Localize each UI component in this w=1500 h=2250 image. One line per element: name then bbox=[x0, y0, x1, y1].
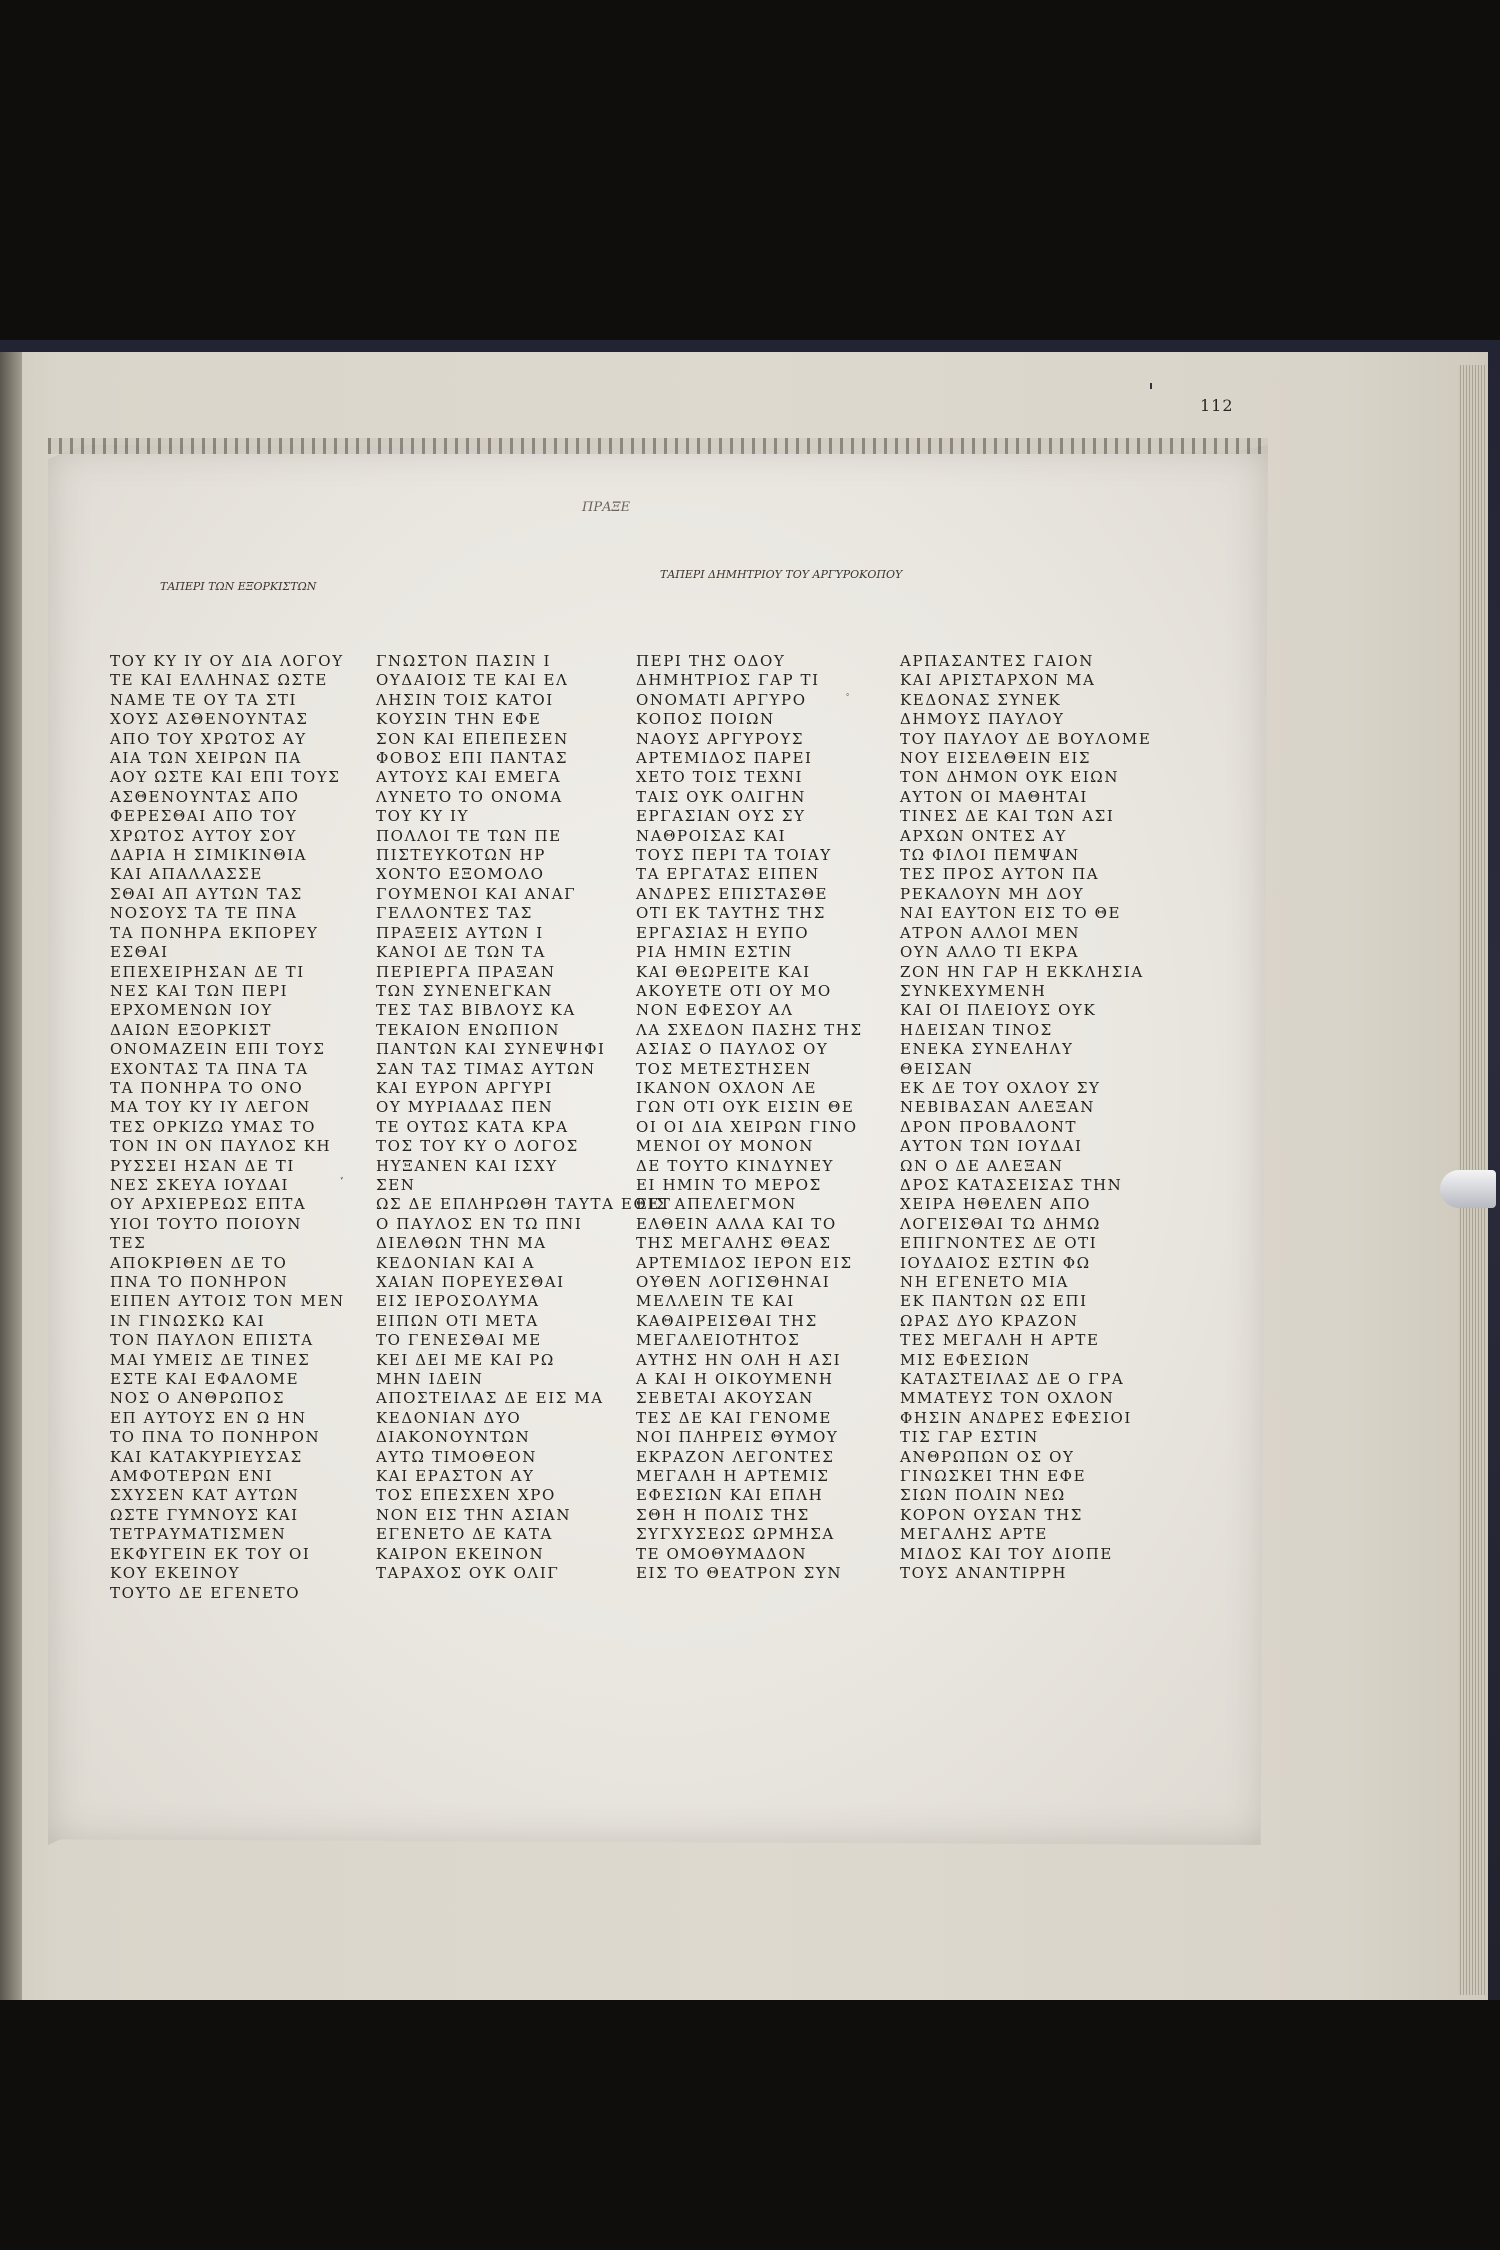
manuscript-line: ΚΑΙ ΕΥΡΟΝ ΑΡΓΥΡΙ bbox=[376, 1078, 553, 1097]
manuscript-line: ΣΟΝ ΚΑΙ ΕΠΕΠΕΣΕΝ bbox=[376, 729, 569, 748]
manuscript-line: ΕΦΕΣΙΩΝ ΚΑΙ ΕΠΛΗ bbox=[636, 1486, 824, 1505]
manuscript-line: ΓΝΩΣΤΟΝ ΠΑΣΙΝ Ι bbox=[376, 652, 552, 670]
manuscript-line: ΔΕ ΤΟΥΤΟ ΚΙΝΔΥΝΕΥ bbox=[636, 1156, 834, 1175]
manuscript-line: ΦΟΒΟΣ ΕΠΙ ΠΑΝΤΑΣ bbox=[376, 749, 569, 768]
manuscript-line: ΝΑΟΥΣ ΑΡΓΥΡΟΥΣ bbox=[636, 729, 805, 748]
manuscript-line: ΜΕΛΛΕΙΝ ΤΕ ΚΑΙ bbox=[636, 1292, 795, 1311]
manuscript-line: ΚΟΥΣΙΝ ΤΗΝ ΕΦΕ bbox=[376, 710, 542, 729]
manuscript-line: ΤΕΣ ΤΑΣ ΒΙΒΛΟΥΣ ΚΑ bbox=[376, 1001, 576, 1020]
manuscript-line: ΕΓΕΝΕΤΟ ΔΕ ΚΑΤΑ bbox=[376, 1525, 553, 1544]
manuscript-line: ΚΑΙ ΕΡΑΣΤΟΝ ΑΥ bbox=[376, 1467, 535, 1486]
manuscript-line: ΜΙΣ ΕΦΕΣΙΩΝ bbox=[900, 1350, 1031, 1369]
manuscript-line: ΤΟΣ ΕΠΕΣΧΕΝ ΧΡΟ bbox=[376, 1486, 556, 1505]
manuscript-line: ΝΟΝ ΕΦΕΣΟΥ ΑΛ bbox=[636, 1001, 794, 1020]
text-column-2 bbox=[376, 652, 672, 1584]
manuscript-line: ΩΣΤΕ ΓΥΜΝΟΥΣ ΚΑΙ bbox=[110, 1505, 299, 1524]
manuscript-line: ΚΕΔΟΝΑΣ ΣΥΝΕΚ bbox=[900, 690, 1062, 709]
manuscript-line: ΤΟΝ ΙΝ ΟΝ ΠΑΥΛΟΣ ΚΗ bbox=[110, 1137, 332, 1156]
margin-marker-1: ﾞ bbox=[340, 1176, 346, 1189]
manuscript-line: ΕΚΦΥΓΕΙΝ ΕΚ ΤΟΥ ΟΙ bbox=[110, 1544, 311, 1563]
manuscript-line: ΤΟΥΣ ΑΝΑΝΤΙΡΡΗ bbox=[900, 1564, 1068, 1583]
tick-mark bbox=[1150, 383, 1152, 389]
margin-marker-2: ﾟ bbox=[846, 694, 851, 705]
manuscript-line: ΤΩΝ ΣΥΝΕΝΕΓΚΑΝ bbox=[376, 981, 553, 1000]
manuscript-line: ΚΑΝΟΙ ΔΕ ΤΩΝ ΤΑ bbox=[376, 943, 546, 962]
manuscript-line: ΝΑΙ ΕΑΥΤΟΝ ΕΙΣ ΤΟ ΘΕ bbox=[900, 904, 1122, 923]
manuscript-line: ΓΟΥΜΕΝΟΙ ΚΑΙ ΑΝΑΓ bbox=[376, 884, 577, 903]
manuscript-line: ΤΟΥ ΚΥ ΙΥ ΟΥ ΔΙΑ ΛΟΓΟΥ bbox=[110, 652, 344, 670]
manuscript-line: ΕΙΠΕΝ ΑΥΤΟΙΣ ΤΟΝ ΜΕΝ bbox=[110, 1292, 345, 1311]
manuscript-line: ΠΟΛΛΟΙ ΤΕ ΤΩΝ ΠΕ bbox=[376, 826, 562, 845]
manuscript-line: ΕΠΙΓΝΟΝΤΕΣ ΔΕ ΟΤΙ bbox=[900, 1234, 1098, 1253]
manuscript-line: ΤΙΝΕΣ ΔΕ ΚΑΙ ΤΩΝ ΑΣΙ bbox=[900, 807, 1115, 826]
manuscript-line: ΜΕΓΑΛΗΣ ΑΡΤΕ bbox=[900, 1525, 1048, 1544]
margin-note-2: ΤΑΠΕΡΙ ΔΗΜΗΤΡΙΟΥ ΤΟΥ ΑΡΓΥΡΟΚΟΠΟΥ bbox=[660, 568, 903, 581]
manuscript-line: ΝΟΣ Ο ΑΝΘΡΩΠΟΣ bbox=[110, 1389, 286, 1408]
manuscript-line: ΚΕΔΟΝΙΑΝ ΔΥΟ bbox=[376, 1408, 522, 1427]
manuscript-line: ΣΥΝΚΕΧΥΜΕΝΗ bbox=[900, 981, 1047, 1000]
manuscript-line: ΚΑΙ ΘΕΩΡΕΙΤΕ ΚΑΙ bbox=[636, 962, 811, 981]
manuscript-line: ΜΜΑΤΕΥΣ ΤΟΝ ΟΧΛΟΝ bbox=[900, 1389, 1115, 1408]
manuscript-line: ΔΡΟΣ ΚΑΤΑΣΕΙΣΑΣ ΤΗΝ bbox=[900, 1175, 1123, 1194]
manuscript-line: ΚΑΙ ΚΑΤΑΚΥΡΙΕΥΣΑΣ bbox=[110, 1447, 303, 1466]
manuscript-line: ΕΚ ΔΕ ΤΟΥ ΟΧΛΟΥ ΣΥ bbox=[900, 1078, 1101, 1097]
manuscript-line: ΝΑΜΕ ΤΕ ΟΥ ΤΑ ΣΤΙ bbox=[110, 690, 298, 709]
manuscript-line: ΣΙΩΝ ΠΟΛΙΝ ΝΕΩ bbox=[900, 1486, 1066, 1505]
plate-top-edge bbox=[48, 438, 1268, 454]
manuscript-line: ΤΟΥΣ ΠΕΡΙ ΤΑ ΤΟΙΑΥ bbox=[636, 846, 832, 865]
manuscript-line: ΤΙΣ ΓΑΡ ΕΣΤΙΝ bbox=[900, 1428, 1039, 1447]
manuscript-line: ΩΝ Ο ΔΕ ΑΛΕΞΑΝ bbox=[900, 1156, 1064, 1175]
manuscript-line: ΤΕΣ ΠΡΟΣ ΑΥΤΟΝ ΠΑ bbox=[900, 865, 1100, 884]
manuscript-line: ΑΠΟΣΤΕΙΛΑΣ ΔΕ ΕΙΣ ΜΑ bbox=[376, 1389, 604, 1408]
manuscript-line: ΝΕΣ ΚΑΙ ΤΩΝ ΠΕΡΙ bbox=[110, 981, 289, 1000]
manuscript-line: ΕΧΟΝΤΑΣ ΤΑ ΠΝΑ ΤΑ bbox=[110, 1059, 309, 1078]
manuscript-line: ΕΚΡΑΖΟΝ ΛΕΓΟΝΤΕΣ bbox=[636, 1447, 835, 1466]
manuscript-line: ΥΙΟΙ ΤΟΥΤΟ ΠΟΙΟΥΝ bbox=[110, 1214, 302, 1233]
manuscript-line: ΤΑ ΕΡΓΑΤΑΣ ΕΙΠΕΝ bbox=[636, 865, 820, 884]
manuscript-line: ΤΑ ΠΟΝΗΡΑ ΤΟ ΟΝΟ bbox=[110, 1078, 304, 1097]
manuscript-line: ΤΟΝ ΔΗΜΟΝ ΟΥΚ ΕΙΩΝ bbox=[900, 768, 1120, 787]
manuscript-line: ΚΑΙ ΑΠΑΛΛΑΣΣΕ bbox=[110, 865, 263, 884]
text-column-4 bbox=[900, 652, 1152, 1584]
manuscript-line: ΧΟΥΣ ΑΣΘΕΝΟΥΝΤΑΣ bbox=[110, 710, 309, 729]
manuscript-line: ΜΕΝΟΙ ΟΥ ΜΟΝΟΝ bbox=[636, 1137, 814, 1156]
manuscript-line: ΑΥΤΟΝ ΟΙ ΜΑΘΗΤΑΙ bbox=[900, 787, 1088, 806]
manuscript-line: ΝΟΙ ΠΛΗΡΕΙΣ ΘΥΜΟΥ bbox=[636, 1428, 839, 1447]
text-column-3 bbox=[636, 652, 874, 1584]
manuscript-line: ΠΙΣΤΕΥΚΟΤΩΝ ΗΡ bbox=[376, 846, 546, 865]
manuscript-line: ΕΣΘΑΙ bbox=[110, 943, 169, 962]
manuscript-line: ΜΙΔΟΣ ΚΑΙ ΤΟΥ ΔΙΟΠΕ bbox=[900, 1544, 1113, 1563]
manuscript-line: ΝΗ ΕΓΕΝΕΤΟ ΜΙΑ bbox=[900, 1273, 1069, 1291]
manuscript-line: ΤΟΝ ΠΑΥΛΟΝ ΕΠΙΣΤΑ bbox=[110, 1331, 314, 1350]
manuscript-line: ΧΕΤΟ ΤΟΙΣ ΤΕΧΝΙ bbox=[636, 768, 803, 787]
manuscript-line: ΤΕΣ ΔΕ ΚΑΙ ΓΕΝΟΜΕ bbox=[636, 1408, 832, 1427]
running-head: ΠΡΑΞΕ bbox=[582, 500, 631, 515]
manuscript-line: ΕΡΓΑΣΙΑΣ Η ΕΥΠΟ bbox=[636, 923, 810, 942]
manuscript-line: ΣΘΑΙ ΑΠ ΑΥΤΩΝ ΤΑΣ bbox=[110, 884, 303, 903]
manuscript-line: ΝΟΣΟΥΣ ΤΑ ΤΕ ΠΝΑ bbox=[110, 904, 298, 923]
manuscript-line: ΕΠ ΑΥΤΟΥΣ ΕΝ Ω ΗΝ bbox=[110, 1408, 307, 1427]
manuscript-line: ΚΟΡΟΝ ΟΥΣΑΝ ΤΗΣ bbox=[900, 1505, 1084, 1524]
manuscript-line: ΑΚΟΥΕΤΕ ΟΤΙ ΟΥ ΜΟ bbox=[636, 981, 832, 1000]
manuscript-line: ΙΝ ΓΙΝΩΣΚΩ ΚΑΙ bbox=[110, 1311, 266, 1330]
manuscript-line: ΚΟΠΟΣ ΠΟΙΩΝ bbox=[636, 710, 775, 729]
manuscript-line: ΜΗΝ ΙΔΕΙΝ bbox=[376, 1370, 484, 1389]
manuscript-line: ΑΣΘΕΝΟΥΝΤΑΣ ΑΠΟ bbox=[110, 787, 300, 806]
manuscript-line: ΕΝΕΚΑ ΣΥΝΕΛΗΛΥ bbox=[900, 1040, 1074, 1059]
manuscript-line: ΦΕΡΕΣΘΑΙ ΑΠΟ ΤΟΥ bbox=[110, 807, 298, 826]
manuscript-line: ΑΝΔΡΕΣ ΕΠΙΣΤΑΣΘΕ bbox=[636, 884, 829, 903]
manuscript-line: ΡΕΚΑΛΟΥΝ ΜΗ ΔΟΥ bbox=[900, 884, 1085, 903]
manuscript-line: ΑΡΤΕΜΙΔΟΣ ΠΑΡΕΙ bbox=[636, 749, 813, 768]
manuscript-line: ΤΟ ΠΝΑ ΤΟ ΠΟΝΗΡΟΝ bbox=[110, 1428, 321, 1447]
manuscript-line: ΕΛΘΕΙΝ ΑΛΛΑ ΚΑΙ ΤΟ bbox=[636, 1214, 837, 1233]
manuscript-line: ΦΗΣΙΝ ΑΝΔΡΕΣ ΕΦΕΣΙΟΙ bbox=[900, 1408, 1132, 1427]
manuscript-line: ΤΕΚΑΙΟΝ ΕΝΩΠΙΟΝ bbox=[376, 1020, 561, 1039]
manuscript-line: ΖΟΝ ΗΝ ΓΑΡ Η ΕΚΚΛΗΣΙΑ bbox=[900, 962, 1144, 981]
manuscript-line: Ο ΠΑΥΛΟΣ ΕΝ ΤΩ ΠΝΙ bbox=[376, 1214, 583, 1233]
manuscript-line: ΔΡΟΝ ΠΡΟΒΑΛΟΝΤ bbox=[900, 1117, 1078, 1136]
manuscript-line: ΛΟΓΕΙΣΘΑΙ ΤΩ ΔΗΜΩ bbox=[900, 1214, 1101, 1233]
manuscript-line: ΤΗΣ ΜΕΓΑΛΗΣ ΘΕΑΣ bbox=[636, 1234, 832, 1253]
manuscript-line: ΤΟΣ ΜΕΤΕΣΤΗΣΕΝ bbox=[636, 1059, 812, 1078]
manuscript-line: ΣΕΒΕΤΑΙ ΑΚΟΥΣΑΝ bbox=[636, 1389, 814, 1408]
manuscript-line: ΣΕΝ bbox=[376, 1175, 416, 1194]
manuscript-line: ΟΥΔΑΙΟΙΣ ΤΕ ΚΑΙ ΕΛ bbox=[376, 671, 569, 690]
manuscript-line: ΔΑΡΙΑ Η ΣΙΜΙΚΙΝΘΙΑ bbox=[110, 846, 308, 865]
manuscript-line: ΩΡΑΣ ΔΥΟ ΚΡΑΖΟΝ bbox=[900, 1311, 1079, 1330]
manuscript-line: ΤΟΥ ΚΥ ΙΥ bbox=[376, 807, 470, 826]
manuscript-line: ΘΕΙΣΑΝ bbox=[900, 1059, 974, 1078]
manuscript-line: Α ΚΑΙ Η ΟΙΚΟΥΜΕΝΗ bbox=[636, 1370, 834, 1389]
manuscript-line: ΠΡΑΞΕΙΣ ΑΥΤΩΝ Ι bbox=[376, 923, 544, 942]
manuscript-line: ΛΗΣΙΝ ΤΟΙΣ ΚΑΤΟΙ bbox=[376, 690, 554, 709]
manuscript-line: ΗΥΞΑΝΕΝ ΚΑΙ ΙΣΧΥ bbox=[376, 1156, 558, 1175]
page-clip bbox=[1440, 1170, 1496, 1208]
manuscript-line: ΚΑΤΑΣΤΕΙΛΑΣ ΔΕ Ο ΓΡΑ bbox=[900, 1370, 1125, 1389]
manuscript-line: ΧΕΙΡΑ ΗΘΕΛΕΝ ΑΠΟ bbox=[900, 1195, 1092, 1214]
manuscript-line: ΟΤΙ ΕΚ ΤΑΥΤΗΣ ΤΗΣ bbox=[636, 904, 827, 923]
manuscript-line: ΤΩ ΦΙΛΟΙ ΠΕΜΨΑΝ bbox=[900, 846, 1080, 865]
margin-note-1: ΤΑΠΕΡΙ ΤΩΝ ΕΞΟΡΚΙΣΤΩΝ bbox=[160, 580, 317, 593]
manuscript-line: ΓΙΝΩΣΚΕΙ ΤΗΝ ΕΦΕ bbox=[900, 1467, 1087, 1486]
manuscript-line: ΑΥΤΩ ΤΙΜΟΘΕΟΝ bbox=[376, 1447, 538, 1466]
manuscript-line: ΑΝΘΡΩΠΩΝ ΟΣ ΟΥ bbox=[900, 1447, 1075, 1466]
manuscript-line: ΑΡΤΕΜΙΔΟΣ ΙΕΡΟΝ ΕΙΣ bbox=[636, 1253, 853, 1272]
manuscript-line: ΣΘΗ Η ΠΟΛΙΣ ΤΗΣ bbox=[636, 1505, 810, 1524]
manuscript-line: ΜΕΓΑΛΕΙΟΤΗΤΟΣ bbox=[636, 1331, 801, 1350]
manuscript-line: ΜΑ ΤΟΥ ΚΥ ΙΥ ΛΕΓΟΝ bbox=[110, 1098, 311, 1117]
manuscript-line: ΝΟΥ ΕΙΣΕΛΘΕΙΝ ΕΙΣ bbox=[900, 749, 1092, 768]
manuscript-line: ΣΑΝ ΤΑΣ ΤΙΜΑΣ ΑΥΤΩΝ bbox=[376, 1059, 596, 1078]
manuscript-line: ΤΕΣ bbox=[110, 1234, 147, 1253]
manuscript-line: ΕΙΣ ΑΠΕΛΕΓΜΟΝ bbox=[636, 1195, 797, 1214]
manuscript-line: ΔΑΙΩΝ ΕΞΟΡΚΙΣΤ bbox=[110, 1020, 272, 1039]
manuscript-line: ΙΟΥΔΑΙΟΣ ΕΣΤΙΝ ΦΩ bbox=[900, 1253, 1091, 1272]
manuscript-line: ΑΜΦΟΤΕΡΩΝ ΕΝΙ bbox=[110, 1467, 273, 1486]
manuscript-line: ΤΕ ΟΜΟΘΥΜΑΔΟΝ bbox=[636, 1544, 808, 1563]
manuscript-line: ΧΟΝΤΟ ΕΞΟΜΟΛΟ bbox=[376, 865, 545, 884]
manuscript-line: ΝΕΒΙΒΑΣΑΝ ΑΛΕΞΑΝ bbox=[900, 1098, 1095, 1117]
manuscript-line: ΝΑΘΡΟΙΣΑΣ ΚΑΙ bbox=[636, 826, 787, 845]
manuscript-line: ΑΥΤΟΝ ΤΩΝ ΙΟΥΔΑΙ bbox=[900, 1137, 1083, 1156]
manuscript-line: ΚΕΙ ΔΕΙ ΜΕ ΚΑΙ ΡΩ bbox=[376, 1350, 555, 1369]
manuscript-line: ΠΕΡΙ ΤΗΣ ΟΔΟΥ bbox=[636, 652, 786, 670]
manuscript-line: ΕΙΣ ΙΕΡΟΣΟΛΥΜΑ bbox=[376, 1292, 540, 1311]
manuscript-line: ΕΣΤΕ ΚΑΙ ΕΦΑΛΟΜΕ bbox=[110, 1370, 300, 1389]
manuscript-line: ΚΑΘΑΙΡΕΙΣΘΑΙ ΤΗΣ bbox=[636, 1311, 818, 1330]
manuscript-line: ΑΣΙΑΣ Ο ΠΑΥΛΟΣ ΟΥ bbox=[636, 1040, 829, 1059]
manuscript-line: ΟΥΘΕΝ ΛΟΓΙΣΘΗΝΑΙ bbox=[636, 1273, 831, 1291]
text-column-1 bbox=[110, 652, 348, 1603]
manuscript-line: ΛΑ ΣΧΕΔΟΝ ΠΑΣΗΣ ΤΗΣ bbox=[636, 1020, 863, 1039]
manuscript-line: ΓΩΝ ΟΤΙ ΟΥΚ ΕΙΣΙΝ ΘΕ bbox=[636, 1098, 855, 1117]
manuscript-line: ΔΙΑΚΟΝΟΥΝΤΩΝ bbox=[376, 1428, 531, 1447]
manuscript-line: ΡΙΑ ΗΜΙΝ ΕΣΤΙΝ bbox=[636, 943, 793, 962]
manuscript-line: ΙΚΑΝΟΝ ΟΧΛΟΝ ΛΕ bbox=[636, 1078, 818, 1097]
manuscript-line: ΤΕΣ ΜΕΓΑΛΗ Η ΑΡΤΕ bbox=[900, 1331, 1100, 1350]
manuscript-line: ΑΥΤΗΣ ΗΝ ΟΛΗ Η ΑΣΙ bbox=[636, 1350, 842, 1369]
manuscript-line: ΕΙΠΩΝ ΟΤΙ ΜΕΤΑ bbox=[376, 1311, 539, 1330]
manuscript-line: ΟΝΟΜΑΤΙ ΑΡΓΥΡΟ bbox=[636, 690, 807, 709]
manuscript-line: ΤΑΡΑΧΟΣ ΟΥΚ ΟΛΙΓ bbox=[376, 1564, 560, 1583]
manuscript-line: ΑΠΟΚΡΙΘΕΝ ΔΕ ΤΟ bbox=[110, 1253, 288, 1272]
manuscript-line: ΕΡΧΟΜΕΝΩΝ ΙΟΥ bbox=[110, 1001, 273, 1020]
manuscript-line: ΔΗΜΗΤΡΙΟΣ ΓΑΡ ΤΙ bbox=[636, 671, 820, 690]
manuscript-line: ΚΟΥ ΕΚΕΙΝΟΥ bbox=[110, 1564, 241, 1583]
manuscript-line: ΔΙΕΛΘΩΝ ΤΗΝ ΜΑ bbox=[376, 1234, 547, 1253]
manuscript-line: ΚΕΔΟΝΙΑΝ ΚΑΙ Α bbox=[376, 1253, 536, 1272]
manuscript-line: ΛΥΝΕΤΟ ΤΟ ΟΝΟΜΑ bbox=[376, 787, 563, 806]
manuscript-line: ΟΥ ΑΡΧΙΕΡΕΩΣ ΕΠΤΑ bbox=[110, 1195, 307, 1214]
manuscript-line: ΠΝΑ ΤΟ ΠΟΝΗΡΟΝ bbox=[110, 1273, 289, 1291]
manuscript-line: ΩΣ ΔΕ ΕΠΛΗΡΩΘΗ ΤΑΥΤΑ ΕΘΕΤ bbox=[376, 1195, 672, 1214]
manuscript-line: ΟΥΝ ΑΛΛΟ ΤΙ ΕΚΡΑ bbox=[900, 943, 1080, 962]
manuscript-line: ΑΥΤΟΥΣ ΚΑΙ ΕΜΕΓΑ bbox=[376, 768, 562, 787]
manuscript-line: ΔΗΜΟΥΣ ΠΑΥΛΟΥ bbox=[900, 710, 1065, 729]
manuscript-line: ΑΤΡΟΝ ΑΛΛΟΙ ΜΕΝ bbox=[900, 923, 1081, 942]
manuscript-line: ΠΑΝΤΩΝ ΚΑΙ ΣΥΝΕΨΗΦΙ bbox=[376, 1040, 606, 1059]
manuscript-line: ΝΟΝ ΕΙΣ ΤΗΝ ΑΣΙΑΝ bbox=[376, 1505, 572, 1524]
manuscript-line: ΕΚ ΠΑΝΤΩΝ ΩΣ ΕΠΙ bbox=[900, 1292, 1088, 1311]
manuscript-line: ΑΡΧΩΝ ΟΝΤΕΣ ΑΥ bbox=[900, 826, 1067, 845]
manuscript-line: ΡΥΣΣΕΙ ΗΣΑΝ ΔΕ ΤΙ bbox=[110, 1156, 295, 1175]
manuscript-line: ΝΕΣ ΣΚΕΥΑ ΙΟΥΔΑΙ bbox=[110, 1175, 290, 1194]
manuscript-line: ΑΡΠΑΣΑΝΤΕΣ ΓΑΙΟΝ bbox=[900, 652, 1094, 670]
manuscript-line: ΣΥΓΧΥΣΕΩΣ ΩΡΜΗΣΑ bbox=[636, 1525, 835, 1544]
manuscript-line: ΗΔΕΙΣΑΝ ΤΙΝΟΣ bbox=[900, 1020, 1053, 1039]
page-number: 112 bbox=[1200, 396, 1234, 415]
manuscript-line: ΤΟΥΤΟ ΔΕ ΕΓΕΝΕΤΟ bbox=[110, 1583, 301, 1602]
manuscript-line: ΑΟΥ ΩΣΤΕ ΚΑΙ ΕΠΙ ΤΟΥΣ bbox=[110, 768, 341, 787]
manuscript-line: ΟΥ ΜΥΡΙΑΔΑΣ ΠΕΝ bbox=[376, 1098, 554, 1117]
manuscript-line: ΤΕ ΚΑΙ ΕΛΛΗΝΑΣ ΩΣΤΕ bbox=[110, 671, 328, 690]
manuscript-line: ΤΑΙΣ ΟΥΚ ΟΛΙΓΗΝ bbox=[636, 787, 806, 806]
manuscript-line: ΤΑ ΠΟΝΗΡΑ ΕΚΠΟΡΕΥ bbox=[110, 923, 319, 942]
manuscript-line: ΕΠΕΧΕΙΡΗΣΑΝ ΔΕ ΤΙ bbox=[110, 962, 305, 981]
manuscript-line: ΓΕΛΛΟΝΤΕΣ ΤΑΣ bbox=[376, 904, 534, 923]
manuscript-line: ΤΕΣ ΟΡΚΙΖΩ ΥΜΑΣ ΤΟ bbox=[110, 1117, 317, 1136]
manuscript-line: ΕΙ ΗΜΙΝ ΤΟ ΜΕΡΟΣ bbox=[636, 1175, 822, 1194]
manuscript-line: ΣΧΥΣΕΝ ΚΑΤ ΑΥΤΩΝ bbox=[110, 1486, 300, 1505]
manuscript-line: ΤΕΤΡΑΥΜΑΤΙΣΜΕΝ bbox=[110, 1525, 287, 1544]
manuscript-line: ΜΕΓΑΛΗ Η ΑΡΤΕΜΙΣ bbox=[636, 1467, 830, 1486]
manuscript-line: ΤΟΥ ΠΑΥΛΟΥ ΔΕ ΒΟΥΛΟΜΕ bbox=[900, 729, 1152, 748]
manuscript-line: ΟΙ ΟΙ ΔΙΑ ΧΕΙΡΩΝ ΓΙΝΟ bbox=[636, 1117, 858, 1136]
manuscript-line: ΤΕ ΟΥΤΩΣ ΚΑΤΑ ΚΡΑ bbox=[376, 1117, 569, 1136]
book-gutter bbox=[0, 352, 22, 2000]
manuscript-line: ΧΡΩΤΟΣ ΑΥΤΟΥ ΣΟΥ bbox=[110, 826, 297, 845]
manuscript-line: ΧΑΙΑΝ ΠΟΡΕΥΕΣΘΑΙ bbox=[376, 1273, 565, 1291]
manuscript-line: ΕΡΓΑΣΙΑΝ ΟΥΣ ΣΥ bbox=[636, 807, 806, 826]
manuscript-line: ΑΙΑ ΤΩΝ ΧΕΙΡΩΝ ΠΑ bbox=[110, 749, 302, 768]
manuscript-line: ΕΙΣ ΤΟ ΘΕΑΤΡΟΝ ΣΥΝ bbox=[636, 1564, 843, 1583]
manuscript-line: ΤΟ ΓΕΝΕΣΘΑΙ ΜΕ bbox=[376, 1331, 542, 1350]
manuscript-line: ΚΑΙ ΑΡΙΣΤΑΡΧΟΝ ΜΑ bbox=[900, 671, 1096, 690]
manuscript-line: ΚΑΙ ΟΙ ΠΛΕΙΟΥΣ ΟΥΚ bbox=[900, 1001, 1097, 1020]
manuscript-line: ΠΕΡΙΕΡΓΑ ΠΡΑΞΑΝ bbox=[376, 962, 556, 981]
manuscript-line: ΑΠΟ ΤΟΥ ΧΡΩΤΟΣ ΑΥ bbox=[110, 729, 307, 748]
manuscript-line: ΤΟΣ ΤΟΥ ΚΥ Ο ΛΟΓΟΣ bbox=[376, 1137, 579, 1156]
manuscript-line: ΟΝΟΜΑΖΕΙΝ ΕΠΙ ΤΟΥΣ bbox=[110, 1040, 326, 1059]
manuscript-line: ΜΑΙ ΥΜΕΙΣ ΔΕ ΤΙΝΕΣ bbox=[110, 1350, 311, 1369]
manuscript-line: ΚΑΙΡΟΝ ΕΚΕΙΝΟΝ bbox=[376, 1544, 545, 1563]
